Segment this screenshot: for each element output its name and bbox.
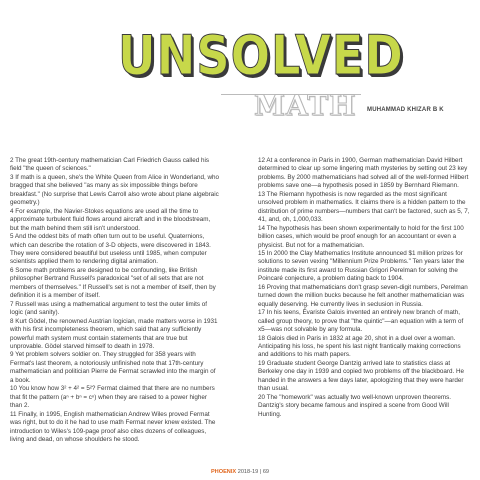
issue-year: 2018-19 — [237, 469, 259, 475]
paragraph: 15 In 2000 the Clay Mathematics Institute announced $1 million prizes for solutions to seven vexing "Millennium Prize Problems." Ten years later the institute made its first award to Russian Grigori Perelman for solving the Poincaré conjecture, a problem dating back to 1904. — [258, 249, 465, 283]
paragraph: 13 The Riemann hypothesis is now regarded as the most significant unsolved problem in mathematics. It claims there is a hidden pattern to the distribution of prime numbers—numbers that can't be factored, such as 5, 7, 41, and, oh, 1,000,033. — [258, 190, 470, 224]
headline-subtitle: MATH — [254, 89, 357, 122]
page-footer — [0, 469, 480, 475]
paragraph: 2 The great 19th-century mathematician Carl Friedrich Gauss called his field "the queen of sciences." — [10, 157, 210, 173]
footer-separator: | — [259, 469, 262, 475]
paragraph: 17 In his teens, Évariste Galois invented an entirely new branch of math, called group theory, to prove that "the quintic"—an equation with a term of x5—was not solvable by any formula. — [258, 309, 464, 334]
paragraph: 5 And the oddest bits of math often turn out to be useful. Quaternions, which can describe the rotation of 3-D objects, were discovered in 1843. They were considered beautiful but useless until 1985, when computer scientists applied them to rendering digital animation. — [10, 233, 211, 266]
paragraph: 14 The hypothesis has been shown experimentally to hold for the first 100 billion cases, which would be proof enough for an accountant or even a physicist. But not for a mathematician. — [258, 224, 464, 249]
paragraph: 12 At a conference in Paris in 1900, German mathematician David Hilbert determined to clear up some lingering math mysteries by setting out 23 key problems. By 2000 mathematicians had solved all of the well-formed Hilbert problems save one—a hypothesis posed in 1859 by Bernhard Riemann. — [258, 157, 469, 190]
paragraph: 20 The "homework" was actually two well-known unproven theorems. Dantzig's story became famous and inspired a scene from Good Will Hunting. — [258, 393, 452, 418]
paragraph: 6 Some math problems are designed to be confounding, like British philosopher Bertrand Russell's paradoxical "set of all sets that are not members of themselves." If Russell's set is not a member of itself, then by definition it is a member of itself. — [10, 266, 216, 300]
left-column — [10, 157, 220, 444]
headline-title: UNSOLVED — [118, 24, 404, 87]
page-number: 69 — [262, 469, 270, 475]
magazine-name: PHOENIX — [210, 469, 237, 475]
masthead — [0, 0, 480, 150]
author-byline: MUHAMMAD KHIZAR B K — [367, 107, 444, 113]
paragraph: 3 If math is a queen, she's the White Queen from Alice in Wonderland, who bragged that she believed "as many as six impossible things before breakfast." (No surprise that Lewis Carroll also wrote about plane algebraic geometry.) — [10, 173, 219, 207]
paragraph: 4 For example, the Navier-Stokes equations are used all the time to approximate turbulent fluid flows around aircraft and in the bloodstream, but the math behind them still isn't understood. — [10, 207, 211, 232]
paragraph: 16 Proving that mathematicians don't grasp seven-digit numbers, Perelman turned down the million bucks because he felt another mathematician was equally deserving. He currently lives in seclusion in Russia. — [258, 283, 468, 308]
paragraph: 18 Galois died in Paris in 1832 at age 20, shot in a duel over a woman. Anticipating his loss, he spent his last night frantically making corrections and additions to his math papers. — [258, 334, 461, 359]
paragraph: 8 Kurt Gödel, the renowned Austrian logician, made matters worse in 1931 with his first incompleteness theorem, which said that any sufficiently powerful math system must contain statements that are true but unprovable. Gödel starved himself to death in 1978. — [10, 317, 218, 350]
title-block — [118, 24, 404, 87]
paragraph: 11 Finally, in 1995, English mathematician Andrew Wiles proved Fermat was right, but to do it he had to use math Fermat never knew existed. The introduction to Wiles's 109-page proof also cites dozens of colleagues, living and dead, on whose shoulders he stood. — [10, 410, 216, 443]
paragraph: 10 You know how 3² + 4² = 5²? Fermat claimed that there are no numbers that fit the pattern (aⁿ + bⁿ = cⁿ) when they are raised to a power higher than 2. — [10, 385, 215, 410]
paragraph: 19 Graduate student George Dantzig arrived late to statistics class at Berkeley one day in 1939 and copied two problems off the blackboard. He handed in the answers a few days later, apologizing that they were harder than usual. — [258, 359, 465, 393]
paragraph: 7 Russell was using a mathematical argument to test the outer limits of logic (and sanity). — [10, 300, 208, 317]
right-column — [258, 157, 470, 419]
paragraph: 9 Yet problem solvers soldier on. They struggled for 358 years with Fermat's last theorem, a notoriously unfinished note that 17th-century mathematician and politician Pierre de Fermat scrawled into the margin of a book. — [10, 351, 216, 384]
